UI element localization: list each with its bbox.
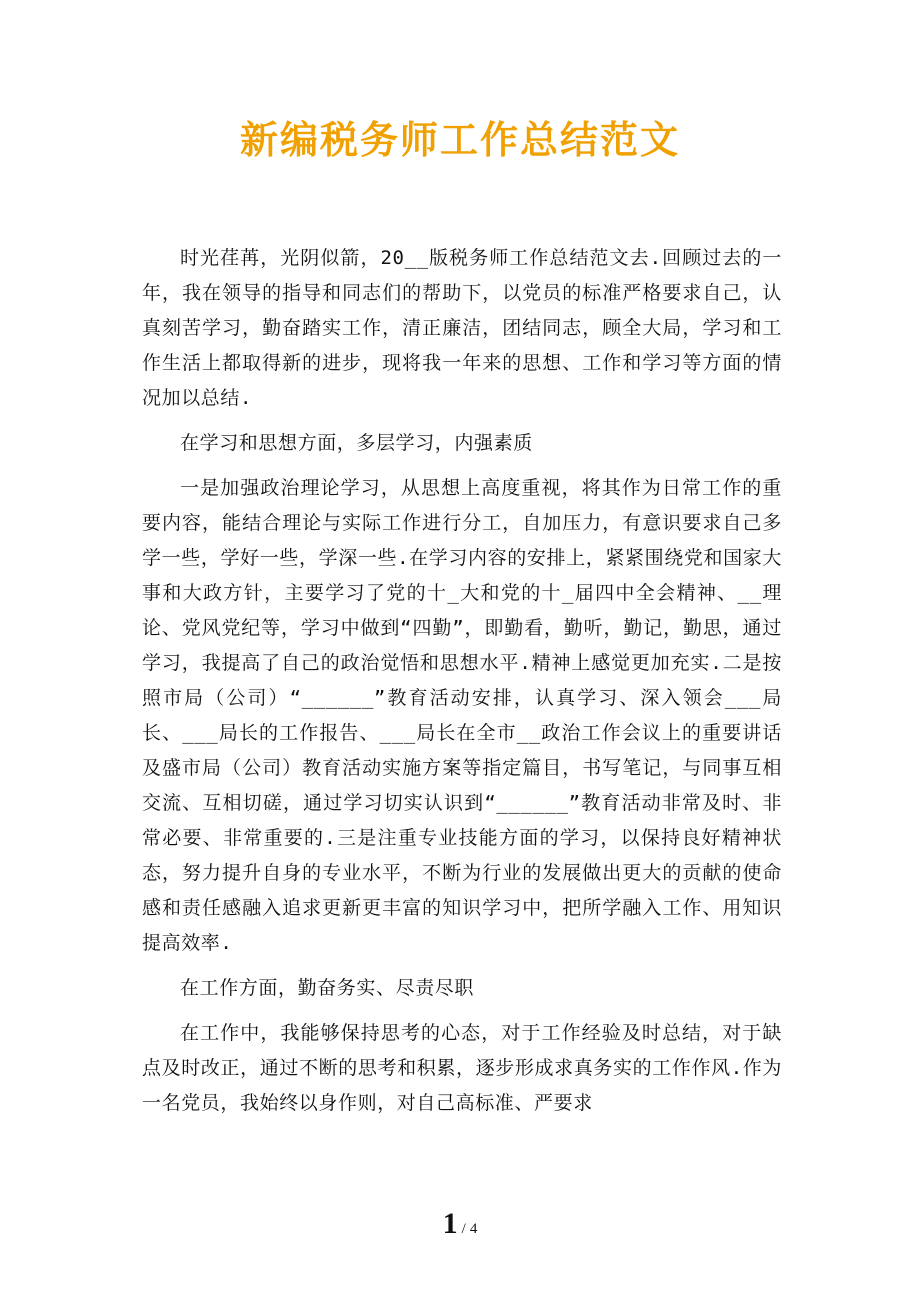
section-heading-work: 在工作方面，勤奋务实、尽责尽职 bbox=[180, 977, 475, 999]
intro-paragraph: 时光荏苒，光阴似箭，20__版税务师工作总结范文去.回顾过去的一年，我在领导的指导和同志们的帮助下，以党员的标准严格要求自己，认真刻苦学习，勤奋踏实工作，清正廉洁，团结同志，顾全大局，学习和工作生活上都取得新的进步，现将我一年来的思想、工作和学习等方面的情况加以总结. bbox=[142, 247, 782, 409]
document-title: 新编税务师工作总结范文 bbox=[239, 117, 680, 162]
page-number bbox=[0, 1207, 920, 1241]
page-separator: / bbox=[461, 1221, 466, 1237]
document-body bbox=[142, 241, 782, 1121]
work-paragraph: 在工作中，我能够保持思考的心态，对于工作经验及时总结，对于缺点及时改正，通过不断的思考和积累，逐步形成求真务实的工作作风.作为一名党员，我始终以身作则，对自己高标准、严要求 bbox=[142, 1022, 782, 1114]
section-heading-study: 在学习和思想方面，多层学习，内强素质 bbox=[180, 432, 533, 454]
study-paragraph: 一是加强政治理论学习，从思想上高度重视，将其作为日常工作的重要内容，能结合理论与实际工作进行分工，自加压力，有意识要求自己多学一些，学好一些，学深一些.在学习内容的安排上，紧紧围绕党和国家大事和大政方针，主要学习了党的十_大和党的十_届四中全会精神、__理论、党风党纪等，学习中做到“四勤”，即勤看，勤听，勤记，勤思，通过学习，我提高了自己的政治觉悟和思想水平.精神上感觉更加充实.二是按照市局（公司）“______”教育活动安排，认真学习、深入领会___局长、___局长的工作报告、___局长在全市__政治工作会议上的重要讲话及盛市局（公司）教育活动实施方案等指定篇目，书写笔记，与同事互相交流、互相切磋，通过学习切实认识到“______”教育活动非常及时、非常必要、非常重要的.三是注重专业技能方面的学习，以保持良好精神状态，努力提升自身的专业水平，不断为行业的发展做出更大的贡献的使命感和责任感融入追求更新更丰富的知识学习中，把所学融入工作、用知识提高效率. bbox=[142, 477, 782, 954]
total-page-count: 4 bbox=[469, 1221, 478, 1237]
current-page-number: 1 bbox=[442, 1207, 458, 1240]
